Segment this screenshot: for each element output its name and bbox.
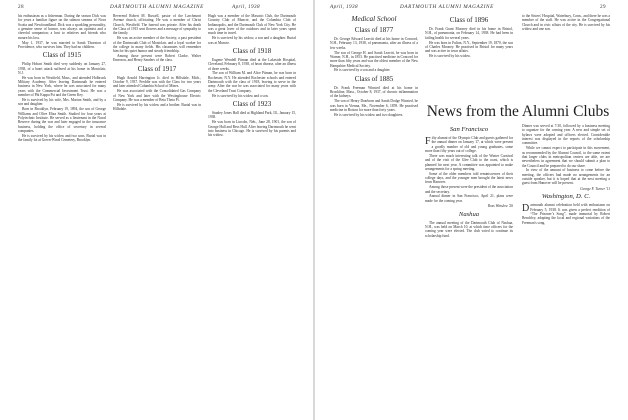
obituary-paragraph: He is survived by a son and a daughter. xyxy=(334,68,391,73)
club-heading: Nashua xyxy=(458,210,480,218)
obituary-paragraph: The son of George H. and Sarah Leavitt, he was born in Warner, N.H., in 1853. He practised medicine in Concord for more than fifty years and was the oldest member of the New Hampshire Medical Society. xyxy=(330,50,418,68)
obituary-paragraph: to the Sisters' Hospital, Waterbury, Conn., and there he was a member of the staff. He was active in the Congregational Church and in civic affairs of the city. He is survived by his widow and one son. xyxy=(522,14,610,32)
section-heading: Medical School xyxy=(351,15,397,23)
obituary-paragraph: He was born in Westfield, Mass., and attended Holbrook Military Academy. After leaving Dartmouth he entered business in New York, where he was associated for many years with the Commercial Investment Trust. He was a member of Phi Kappa Psi and the Green Key. xyxy=(18,75,106,98)
left-magazine-title: DARTMOUTH ALUMNI MAGAZINE xyxy=(110,4,204,10)
signature: Ross Winslow '26 xyxy=(487,204,513,209)
obituary-paragraph: He is survived by his wife, Mrs. Marion Smith, and by a son and daughter. xyxy=(18,98,106,107)
news-paragraph xyxy=(522,203,610,225)
obituary-paragraph: Philip Hobart Smith died very suddenly on January 27, 1938, of a heart attack suffered at his home in Montclair, N.J. xyxy=(18,62,106,75)
obituary-paragraph: Eugene Wendell Pitman died at the Lakeside Hospital, Cleveland, February 8, 1938, of heart disease, after an illness of three weeks. xyxy=(208,57,296,71)
left-column-3 xyxy=(208,14,296,418)
obituary-paragraph: Dr. Frank Grant Mooney died in his home in Bristol, N.H., of pneumonia, on February 14, 1938. He had been in failing health for several years. xyxy=(425,27,513,40)
class-heading: Class of 1918 xyxy=(232,46,272,55)
right-issue-date: April, 1938 xyxy=(330,4,359,10)
obituary-paragraph: Born in Brooklyn, February 19, 1894, the son of George Williams and Olive Eliza Smith. Studied for four years at Polytechnic Institute. He served as a lieutenant in the Naval Reserve during the war and later engaged in the insurance business, holding the office of secretary in several companies. xyxy=(18,107,106,133)
right-column-3-news xyxy=(522,124,610,418)
right-column-2-news xyxy=(425,124,513,418)
news-paragraph: There was much interesting talk of the Winter Carnival and of the visit of the Glee Club to the coast, which is planned for next year. A committee was appointed to make arrangements for a spring meeting. xyxy=(425,153,513,171)
news-paragraph-text: ifty alumni of the Olympic Club and guests gathered for the annual dinner on January 17, at which were present a goodly number of old and young graduates, some more than fifty years out of college. xyxy=(425,136,513,154)
obituary-paragraph: Dr. Frank Freeman Winsted died at his home in Brookline, Mass., October 8, 1937, of chronic inflammation of the kidneys. xyxy=(330,85,418,99)
drop-cap: F xyxy=(425,135,431,147)
obituary-paragraph: He is survived by his widow and a son. xyxy=(212,93,269,98)
obituary-paragraph: Dr. George Edward Leavitt died at his home in Concord, N.H., February 13, 1938, of pneumonia, after an illness of a few weeks. xyxy=(330,37,418,50)
obituary-paragraph: Among those present were Robert Clarke, Walter Emerson, and Henry Sanders of the class. xyxy=(113,54,201,63)
obituary-paragraph: He is survived by his widow and two sons. Burial was in the family lot at Green-Wood Cemetery, Brooklyn. xyxy=(18,133,106,143)
class-heading: Class of 1885 xyxy=(354,74,394,83)
page-gutter xyxy=(313,0,315,420)
right-running-head xyxy=(330,3,612,11)
news-paragraph: Dinner was served at 7:30, followed by a business meeting to organize for the coming year. A new and simple set of bylaws were adopted and officers elected. Considerable interest was displayed in the reports of the scholarship committee. xyxy=(522,124,610,146)
obituary-paragraph: He was born in Lincoln, Neb., June 28, 1901, the son of George Hall and Bess Hall. After leaving Dartmouth he went into business in Chicago. He is survived by his parents and his widow. xyxy=(208,120,296,138)
obituary-paragraph: He was associated with the Consolidated Gas Company of New York and later with the Westinghouse Electric Company. He was a member of Beta Theta Pi. xyxy=(113,89,201,102)
obituary-paragraph: his enthusiasm as a fisherman. During the season Dick was for years a familiar figure on the salmon streams of Nova Scotia and Newfoundland. Dick was a sparkling personality, a genuine sense of humor, was always an optimist and a cheerful companion; a host to relatives and friends who mourn his loss. xyxy=(18,14,106,40)
left-page-number: 28 xyxy=(18,4,24,10)
news-section-heading: News from the Alumni Clubs xyxy=(426,103,610,120)
obituary-paragraph: Reverend Robert M. Russell, pastor of the Larchmont Avenue church, officiating. He was a member of Christ Church, Westfield. The funeral was private. After his death the Class of 1915 sent flowers and a message of sympathy to the family. xyxy=(113,14,201,36)
news-paragraph: The annual meeting of the Dartmouth Club of Nashua, N.H., was held on March 10, at which time officers for the coming year were elected. The club voted to continue its scholarship fund. xyxy=(425,220,513,238)
class-heading: Class of 1917 xyxy=(137,64,177,73)
drop-cap: D xyxy=(522,202,530,214)
left-running-head xyxy=(18,3,300,11)
right-magazine-title: DARTMOUTH ALUMNI MAGAZINE xyxy=(400,4,494,10)
obituary-paragraph: Stanley Jones Hall died at Highland Park, Ill., January 15, 1938. xyxy=(208,111,296,120)
class-heading: Class of 1923 xyxy=(232,100,272,108)
signature: George F. Turner '11 xyxy=(580,186,610,191)
news-paragraph: While we cannot expect to participate in this movement, as recommended by the Alumni Council, to the same extent that larger clubs in metropolitan centers are able, we are nevertheless in agreement that we should submit a plan to the Council and be prepared to do our share. xyxy=(522,146,610,168)
right-column-3-top xyxy=(522,14,610,102)
news-paragraph xyxy=(425,136,513,153)
right-column-1 xyxy=(330,14,418,418)
news-paragraph: Some of the older members told reminiscences of their college days, and the younger men brought the latest news from Hanover. xyxy=(425,171,513,185)
right-column-2-top xyxy=(425,14,513,102)
obituary-paragraph: He was born in Fulton, N.Y., September 19, 1870, the son of Charles Mooney. He practised in Bristol for many years and was active in town affairs. xyxy=(425,40,513,54)
obituary-paragraph: He is survived by his widow. xyxy=(429,54,471,59)
news-paragraph: In view of the amount of business to come before the meeting, the officers had made no arrangements for an outside speaker, but it is hoped that at the next meeting a guest from Hanover will be present. xyxy=(522,168,610,186)
news-paragraph: Annual dinner in San Francisco, April 21, plans were made for the coming year. xyxy=(425,194,513,203)
obituary-paragraph: He was an active member of the Society, a past president of the Dartmouth Club of Montclair, and a loyal worker for the college in many fields. His classmates will remember him for his quiet humor and steady friendship. xyxy=(113,36,201,54)
news-paragraph-text: artmouth alumni celebration held with enthusiasm on February 5, 1938. It was given a perfect rendition of “The Prisoner’s Song”, made immortal by Robert Benchley, adapting the local and regional variations of the Freeman's song. xyxy=(522,203,610,225)
left-column-1 xyxy=(18,14,106,418)
club-heading: San Francisco xyxy=(449,126,489,133)
class-heading: Class of 1896 xyxy=(449,16,489,24)
club-heading: Washington, D. C. xyxy=(541,193,591,201)
class-heading: Class of 1915 xyxy=(42,51,82,60)
obituary-paragraph: Hugh was a member of the Masonic Club, the Dartmouth Country Club of Muncie, and the Columbia Club of Indianapolis, and the Dartmouth Club of New York City. He was a great lover of the outdoors and in later years spent much time in travel. xyxy=(208,14,296,36)
obituary-paragraph: He is survived by his widow, a son and a daughter. Burial was at Muncie. xyxy=(208,36,296,45)
obituary-paragraph: He is survived by his widow and two daughters. xyxy=(334,112,404,117)
left-column-2 xyxy=(113,14,201,418)
news-paragraph: Among those present were the president of the association and the secretary. xyxy=(425,185,513,194)
left-issue-date: April, 1938 xyxy=(232,4,261,10)
right-page-number: 29 xyxy=(600,4,606,10)
class-heading: Class of 1877 xyxy=(354,26,394,34)
obituary-paragraph: May 1, 1937, he was married to Sarah Thornton of Providence, who survives him. They had no children. xyxy=(18,40,106,49)
obituary-paragraph: Hugh Arnold Harrington Jr. died in Hillsdale, Mich., October 9, 1937. Freddie was with the Class for two years and later attended Columbia School of Mines. xyxy=(113,75,201,89)
obituary-paragraph: The son of William M. and Alice Pitman, he was born in Rochester, N.Y. He attended Rochester schools and entered Dartmouth with the class of 1918, leaving to serve in the army. After the war he was associated for many years with the Cleveland Trust Company. xyxy=(208,71,296,93)
obituary-paragraph: He is survived by his widow and a brother. Burial was in Hillsdale. xyxy=(113,102,201,112)
obituary-paragraph: The son of Henry Dearborn and Sarah Dodge Winsted, he was born in Vienna, Me., November 6, 1859. He practised medicine in Boston for more than forty years. xyxy=(330,99,418,112)
